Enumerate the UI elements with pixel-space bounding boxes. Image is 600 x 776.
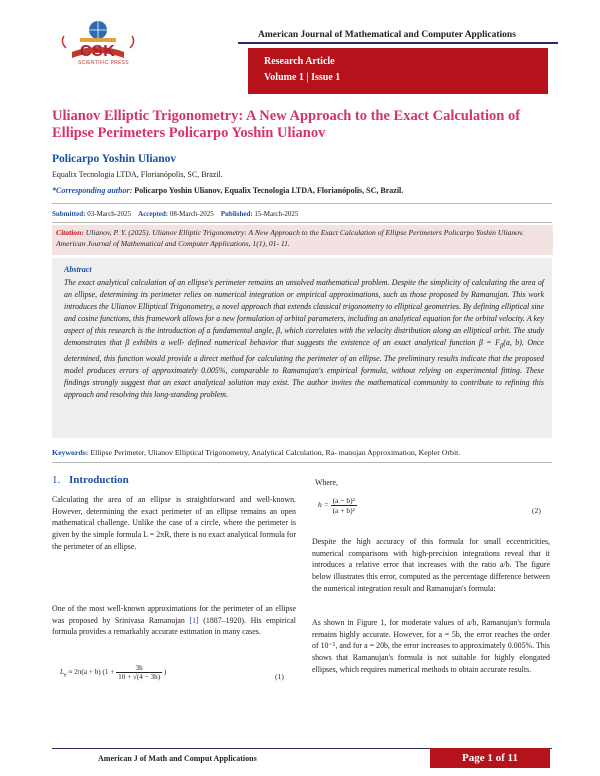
submitted-label: Submitted: [52, 210, 86, 218]
citation-box [52, 225, 553, 255]
eq1-mid: ≈ 2π(a + b) [66, 668, 101, 677]
abstract-sub: β [499, 343, 504, 351]
logo-sub: SCIENTIFIC PRESS [78, 60, 129, 66]
published-date: 15-March-2025 [254, 210, 299, 218]
citation-text: Ulianov, P. Y. (2025). Ulianov Elliptic Trigonometry: A New Approach to the Exact Calculation of Ellipse Perimeters Policarpo Yoshin Ulianov. American Journal of Mathematical and Computer Applications, 1(1), 01- 11. [56, 228, 524, 248]
keywords [52, 447, 552, 458]
eq2-denominator: (a + b)² [332, 506, 355, 515]
eq1-denominator: 10 + √(4 − 3h) [118, 673, 161, 681]
equation-2 [318, 496, 548, 526]
where-label: Where, [315, 478, 338, 487]
eq1-numerator: 3h [116, 664, 162, 673]
section-number: 1. [52, 474, 61, 486]
eq1-sub: e [64, 672, 67, 679]
eq2-lhs: h = [318, 500, 329, 510]
abstract-heading: Abstract [64, 265, 92, 274]
paragraph [52, 603, 296, 638]
paper-title: Ulianov Elliptic Trigonometry: A New Approach to the Exact Calculation of Ellipse Perimeters Policarpo Yoshin Ulianov [52, 108, 521, 141]
section-heading [52, 474, 129, 486]
paragraph: Despite the high accuracy of this formula for small eccentricities, numerical comparisons with high-precision integrations reveal that it introduces a relative error that increases with the ratio a/b. The figure below illustrates this error, computed as the percentage difference between the numerical integration result and Ramanujan's formula: [312, 537, 550, 593]
accepted-label: Accepted: [138, 210, 169, 218]
paragraph-text: One of the most well-known approximations for the perimeter of an ellipse was proposed by Srinivasa Ramanujan [52, 604, 296, 625]
abstract-body [64, 277, 544, 402]
eq1-paren-left: (1 + [102, 668, 115, 677]
section-title: Introduction [69, 474, 129, 486]
paragraph: Calculating the area of an ellipse is straightforward and well-known. However, determining the exact perimeter of an ellipse remains an open mathematical challenge. Unlike the case of a circle, where the perimeter is given by the simple formula L = 2πR, there is no exact analytical formula for the perimeter of an ellipse. [52, 495, 296, 551]
eq1-paren-right: ) [163, 668, 167, 677]
dates-row [52, 210, 298, 218]
published-label: Published: [220, 210, 253, 218]
paragraph: As shown in Figure 1, for moderate values of a/b, Ramanujan's formula remains highly accurate. However, for a = 5b, the error reaches the order of 10⁻⁵, and for a = 20b, the error increases to approximately 0.005%. This shows that Ramanujan's formula is not suitable for highly elongated ellipses, which requires numerical methods to obtain accurate results. [312, 618, 550, 674]
article-type: Research Article [264, 56, 335, 67]
abstract-text-b: (a, b). Once determined, this function would provide a direct method for calculating the perimeter of an ellipse. The preliminary results indicate that the proposed model produces errors of approximately 0.005%, comparable to Ramanujan's empirical formula, without relying on experimental fitting. These findings strongly suggest that an exact analytical solution may exist. The author invites the mathematical community to contribute to refining this approach and resolving this long-standing problem. [64, 338, 544, 400]
footer-journal: American J of Math and Comput Applications [98, 754, 257, 763]
logo-wordmark [66, 44, 196, 68]
divider [52, 462, 552, 463]
header-red-bar [248, 48, 548, 94]
keywords-text: Ellipse Perimeter, Ulianov Elliptical Trigonometry, Analytical Calculation, Ra- manujan Approximation, Kepler Orbit. [90, 448, 461, 457]
corresponding-value: Policarpo Yoshin Ulianov, Equalix Tecnologia LTDA, Florianópolis, SC, Brazil. [134, 186, 404, 195]
author-name: Policarpo Yoshin Ulianov [52, 153, 177, 165]
eq2-fraction [331, 496, 357, 515]
paragraph-text: (1887–1920). His empirical formula provides a remarkably accurate estimation in many cases. [52, 615, 296, 637]
corresponding-label: *Corresponding author: [52, 186, 133, 195]
affiliation: Equalix Tecnologia LTDA, Florianópolis, SC, Brazil. [52, 170, 223, 179]
divider [52, 222, 552, 223]
reference-link[interactable]: [1] [189, 615, 199, 625]
journal-name: American Journal of Mathematical and Computer Applications [258, 30, 548, 44]
keywords-label: Keywords: [52, 448, 89, 457]
submitted-date: 03-March-2025 [87, 210, 132, 218]
eq2-numerator: (a − b)² [332, 496, 355, 505]
corresponding-author [52, 186, 403, 195]
equation-number: (2) [532, 506, 541, 515]
eq1-fraction [116, 664, 162, 681]
volume-issue: Volume 1 | Issue 1 [264, 72, 341, 83]
eq1-lhs: L [60, 668, 64, 677]
citation-label: Citation: [56, 228, 84, 237]
accepted-date: 08-March-2025 [169, 210, 214, 218]
logo-name: CSK [80, 43, 116, 60]
divider [52, 203, 552, 204]
equation-number: (1) [275, 672, 284, 681]
equation-1 [60, 664, 296, 688]
page-number: Page 1 of 11 [430, 748, 550, 768]
abstract-text-a: The exact analytical calculation of an ellipse's perimeter remains an unsolved mathematical problem. Despite the simplicity of calculating the area of an ellipse, determining its perimeter relies on numerical integration or empirical approximations, such as those proposed by Ramanujan. This work introduces the Ulianov Elliptical Trigonometry, a novel approach that extends classical trigonometry to elliptical geometries. By defining elliptical sine and cosine functions, this framework allows for a new formulation of orbital parameters, including an analytical equation for the orbital velocity. A key aspect of this research is the introduction of a fundamental angle, β, which correlates with the velocity distribution along an elliptical orbit. The study demonstrates that β exhibits a well- defined numerical behavior that suggests the existence of an exact analytical function β = F [64, 278, 544, 348]
